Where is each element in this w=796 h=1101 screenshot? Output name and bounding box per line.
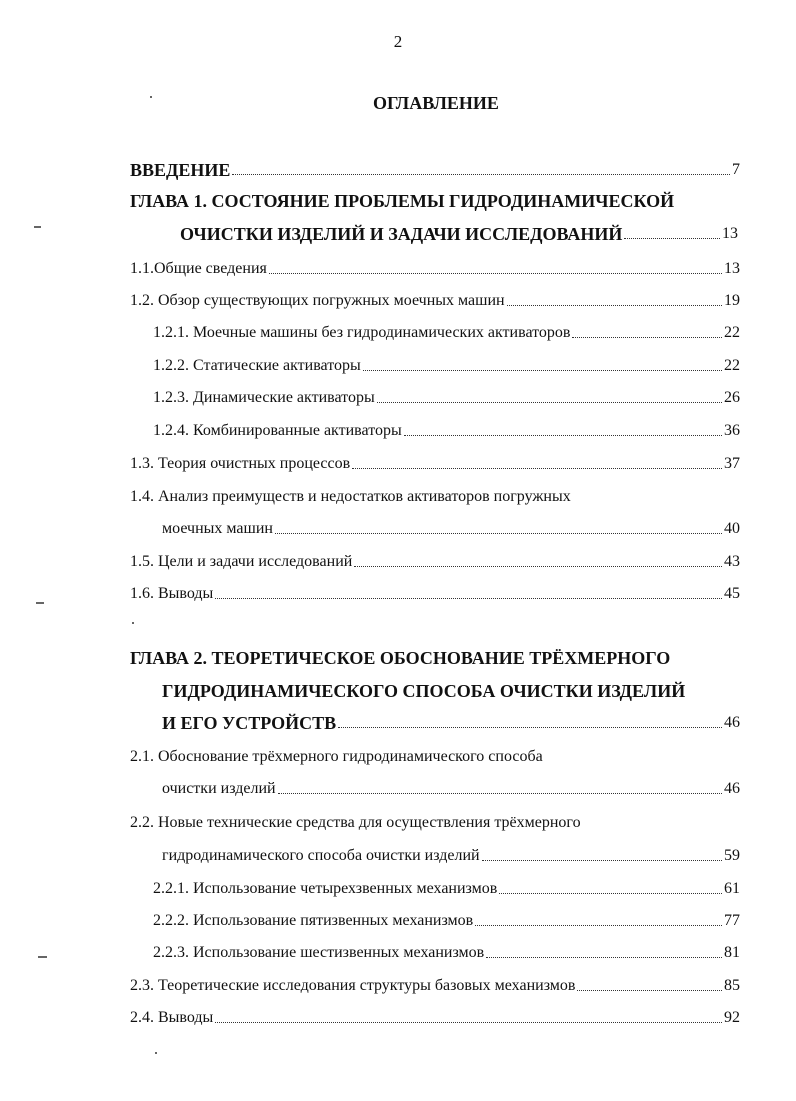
toc-entry-page: 85 xyxy=(724,977,740,994)
dot-leader xyxy=(377,402,722,403)
toc-entry-page: 7 xyxy=(732,161,740,178)
toc-entry-1-4-line-2[interactable] xyxy=(162,513,740,539)
dot-leader xyxy=(354,566,722,567)
toc-entry-label: ГЛАВА 1. СОСТОЯНИЕ ПРОБЛЕМЫ ГИДРОДИНАМИЧЕСКОЙ xyxy=(130,191,675,211)
toc-chapter-2-line-3[interactable] xyxy=(162,707,740,733)
toc-entry-page: 13 xyxy=(724,260,740,277)
toc-entry-2-1-line-1[interactable] xyxy=(130,741,750,767)
dot-leader xyxy=(577,990,722,991)
toc-entry-page: 40 xyxy=(724,520,740,537)
toc-entry-label: ГИДРОДИНАМИЧЕСКОГО СПОСОБА ОЧИСТКИ ИЗДЕЛИЙ xyxy=(162,681,686,701)
toc-entry-label: ГЛАВА 2. ТЕОРЕТИЧЕСКОЕ ОБОСНОВАНИЕ ТРЁХМЕРНОГО xyxy=(130,648,671,668)
toc-entry-label: 1.2. Обзор существующих погружных моечных машин xyxy=(130,292,505,309)
toc-entry-2-1-line-2[interactable] xyxy=(162,773,740,799)
dot-leader xyxy=(275,533,722,534)
toc-entry-label: 1.1.Общие сведения xyxy=(130,260,267,277)
toc-entry-intro[interactable] xyxy=(130,154,740,180)
toc-entry-label: ВВЕДЕНИЕ xyxy=(130,160,231,180)
toc-entry-label: очистки изделий xyxy=(162,780,276,797)
scan-speck xyxy=(150,96,152,98)
toc-entry-2-2-line-1[interactable] xyxy=(130,807,750,833)
toc-entry-page: 19 xyxy=(724,292,740,309)
toc-entry-1-2-4[interactable] xyxy=(153,415,740,441)
dot-leader xyxy=(404,435,722,436)
toc-entry-label: моечных машин xyxy=(162,520,273,537)
toc-entry-1-2-1[interactable] xyxy=(153,317,740,343)
toc-entry-page: 26 xyxy=(724,389,740,406)
toc-entry-label: 1.2.1. Моечные машины без гидродинамических активаторов xyxy=(153,324,571,341)
toc-title: ОГЛАВЛЕНИЕ xyxy=(373,93,499,113)
dot-leader xyxy=(352,468,722,469)
toc-entry-label: 2.2.2. Использование пятизвенных механизмов xyxy=(153,912,474,929)
dot-leader xyxy=(624,238,720,239)
toc-entry-page: 37 xyxy=(724,455,740,472)
dot-leader xyxy=(572,337,722,338)
toc-entry-2-2-2[interactable] xyxy=(153,905,740,931)
toc-entry-label: 1.6. Выводы xyxy=(130,585,214,602)
dot-leader xyxy=(215,598,722,599)
dot-leader xyxy=(215,1022,722,1023)
dot-leader xyxy=(507,305,722,306)
toc-entry-page: 77 xyxy=(724,912,740,929)
scan-speck xyxy=(132,622,134,624)
toc-entry-1-1[interactable] xyxy=(130,253,740,279)
dot-leader xyxy=(363,370,722,371)
toc-entry-page: 61 xyxy=(724,880,740,897)
toc-entry-label: 2.2.1. Использование четырехзвенных механизмов xyxy=(153,880,498,897)
toc-entry-label: 1.4. Анализ преимуществ и недостатков активаторов погружных xyxy=(130,488,571,505)
dot-leader xyxy=(232,174,730,175)
toc-entry-1-2-3[interactable] xyxy=(153,382,740,408)
toc-entry-page: 22 xyxy=(724,357,740,374)
toc-entry-page: 22 xyxy=(724,324,740,341)
toc-chapter-2-line-1[interactable] xyxy=(130,642,750,668)
toc-chapter-1-line-1[interactable] xyxy=(130,185,750,211)
dot-leader xyxy=(475,925,722,926)
toc-entry-page: 43 xyxy=(724,553,740,570)
toc-entry-page: 81 xyxy=(724,944,740,961)
dot-leader xyxy=(499,893,722,894)
toc-entry-2-4[interactable] xyxy=(130,1002,740,1028)
toc-entry-1-5[interactable] xyxy=(130,546,740,572)
toc-entry-label: 1.2.2. Статические активаторы xyxy=(153,357,361,374)
toc-entry-2-2-3[interactable] xyxy=(153,937,740,963)
toc-entry-label: гидродинамического способа очистки изделий xyxy=(162,847,480,864)
toc-entry-page: 46 xyxy=(724,780,740,797)
toc-entry-page: 13 xyxy=(722,225,738,242)
page-number: 2 xyxy=(393,32,403,51)
toc-entry-label: 1.2.4. Комбинированные активаторы xyxy=(153,422,402,439)
toc-entry-label: 2.2. Новые технические средства для осуществления трёхмерного xyxy=(130,814,581,831)
toc-entry-page: 45 xyxy=(724,585,740,602)
toc-entry-1-3[interactable] xyxy=(130,448,740,474)
toc-chapter-2-line-2[interactable] xyxy=(162,675,762,701)
toc-entry-page: 46 xyxy=(724,714,740,731)
toc-entry-1-4-line-1[interactable] xyxy=(130,481,750,507)
toc-entry-label: 2.2.3. Использование шестизвенных механизмов xyxy=(153,944,485,961)
toc-entry-page: 59 xyxy=(724,847,740,864)
toc-entry-label: 2.1. Обоснование трёхмерного гидродинамического способа xyxy=(130,748,543,765)
toc-entry-1-2-2[interactable] xyxy=(153,350,740,376)
toc-entry-page: 36 xyxy=(724,422,740,439)
dot-leader xyxy=(269,273,722,274)
toc-entry-label: ОЧИСТКИ ИЗДЕЛИЙ И ЗАДАЧИ ИССЛЕДОВАНИЙ xyxy=(180,224,623,244)
toc-entry-label: 2.4. Выводы xyxy=(130,1009,214,1026)
scan-speck xyxy=(155,1052,157,1054)
toc-entry-label: И ЕГО УСТРОЙСТВ xyxy=(162,713,337,733)
scan-speck xyxy=(38,956,47,958)
toc-chapter-1-line-2[interactable] xyxy=(180,218,738,244)
dot-leader xyxy=(338,727,722,728)
toc-entry-label: 1.2.3. Динамические активаторы xyxy=(153,389,375,406)
toc-entry-1-6[interactable] xyxy=(130,578,740,604)
dot-leader xyxy=(482,860,722,861)
toc-entry-2-3[interactable] xyxy=(130,970,740,996)
toc-entry-label: 1.5. Цели и задачи исследований xyxy=(130,553,353,570)
toc-entry-2-2-1[interactable] xyxy=(153,873,740,899)
scan-speck xyxy=(34,226,41,228)
toc-entry-label: 2.3. Теоретические исследования структуры базовых механизмов xyxy=(130,977,576,994)
scan-speck xyxy=(36,602,44,604)
toc-entry-1-2[interactable] xyxy=(130,285,740,311)
dot-leader xyxy=(278,793,722,794)
toc-entry-2-2-line-2[interactable] xyxy=(162,840,740,866)
toc-entry-page: 92 xyxy=(724,1009,740,1026)
toc-entry-label: 1.3. Теория очистных процессов xyxy=(130,455,351,472)
dot-leader xyxy=(486,957,722,958)
